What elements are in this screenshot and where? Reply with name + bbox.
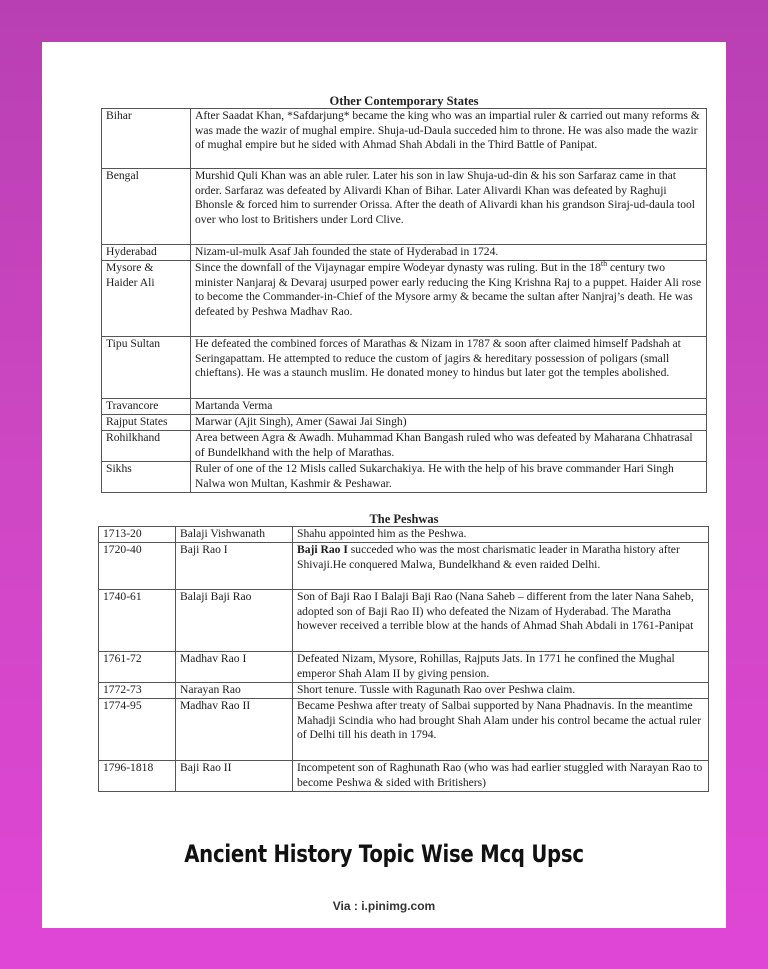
peshwa-years: 1772-73 bbox=[99, 683, 176, 699]
table-row bbox=[102, 399, 707, 415]
table-row bbox=[102, 431, 707, 462]
text-part: century two minister Nanjaraj & Devaraj usurped power early reducing the King Krishna Raj to a puppet. Haider Ali rose to become the Commander-in-Chief of the Mysore army & became the sultan after Nanjraj’s death. He was defeated by Peshwa Madhav Rao. bbox=[195, 261, 702, 318]
peshwa-name: Baji Rao I bbox=[176, 543, 293, 590]
state-description: He defeated the combined forces of Marathas & Nizam in 1787 & soon after claimed himself Padshah at Seringapattam. He attempted to reduce the custom of jagirs & hereditary possession of poligars (small chieftans). He was a staunch muslim. He donated money to hindus but later got the temples abolished. bbox=[191, 337, 707, 399]
table-row bbox=[99, 699, 709, 761]
peshwas-table bbox=[98, 526, 709, 792]
pin-title: Ancient History Topic Wise Mcq Upsc bbox=[184, 840, 584, 868]
table-row bbox=[99, 761, 709, 792]
ordinal-suffix: th bbox=[600, 259, 608, 269]
text-part: Since the downfall of the Vijaynagar empire Wodeyar dynasty was ruling. But in the 18 bbox=[195, 261, 601, 274]
peshwas-title: The Peshwas bbox=[369, 512, 439, 526]
state-name: Tipu Sultan bbox=[102, 337, 191, 399]
state-name: Bengal bbox=[102, 169, 191, 245]
peshwa-description: Shahu appointed him as the Peshwa. bbox=[293, 527, 709, 543]
table-row bbox=[99, 683, 709, 699]
table-row bbox=[102, 261, 707, 337]
state-name: Rohilkhand bbox=[102, 431, 191, 462]
source-via: Via : i.pinimg.com bbox=[332, 899, 436, 913]
peshwa-name: Narayan Rao bbox=[176, 683, 293, 699]
peshwa-description: Defeated Nizam, Mysore, Rohillas, Rajputs Jats. In 1771 he confined the Mughal emperor Shah Alam II by giving pension. bbox=[293, 652, 709, 683]
text-part: succeded who was the most charismatic leader in Maratha history after Shivaji.He conquered Malwa, Bundelkhand & even raided Delhi. bbox=[297, 543, 680, 571]
bold-lead: Baji Rao I bbox=[297, 543, 348, 556]
state-name: Hyderabad bbox=[102, 245, 191, 261]
state-description: Martanda Verma bbox=[191, 399, 707, 415]
state-description: Murshid Quli Khan was an able ruler. Later his son in law Shuja-ud-din & his son Sarfaraz came in that order. Sarfaraz was defeated by Alivardi Khan of Bihar. Later Alivardi Khan was defeated by Raghuji Bhonsle & forced him to surrender Orissa. After the death of Alivardi khan his grandson Siraj-ud-daula tool over who lost to Britishers under Lord Clive. bbox=[191, 169, 707, 245]
state-name: Sikhs bbox=[102, 462, 191, 493]
document-card bbox=[42, 42, 726, 928]
table-row bbox=[102, 337, 707, 399]
state-description: Marwar (Ajit Singh), Amer (Sawai Jai Singh) bbox=[191, 415, 707, 431]
states-title: Other Contemporary States bbox=[329, 94, 479, 108]
state-name: Mysore & Haider Ali bbox=[102, 261, 191, 337]
table-row bbox=[99, 543, 709, 590]
peshwa-description: Short tenure. Tussle with Ragunath Rao over Peshwa claim. bbox=[293, 683, 709, 699]
state-description: Nizam-ul-mulk Asaf Jah founded the state of Hyderabad in 1724. bbox=[191, 245, 707, 261]
peshwa-name: Balaji Baji Rao bbox=[176, 590, 293, 652]
table-row bbox=[99, 652, 709, 683]
table-row bbox=[102, 169, 707, 245]
peshwa-description bbox=[293, 543, 709, 590]
peshwa-years: 1713-20 bbox=[99, 527, 176, 543]
state-description: After Saadat Khan, *Safdarjung* became the king who was an impartial ruler & carried out many reforms & was made the wazir of mughal empire. Shuja-ud-Daula succeded him to throne. He was also made the wazir of mughal empire but he sided with Ahmad Shah Abdali in the Third Battle of Panipat. bbox=[191, 109, 707, 169]
peshwa-years: 1740-61 bbox=[99, 590, 176, 652]
peshwa-years: 1796-1818 bbox=[99, 761, 176, 792]
state-description: Area between Agra & Awadh. Muhammad Khan Bangash ruled who was defeated by Maharana Chhatrasal of Bundelkhand with the help of Marathas. bbox=[191, 431, 707, 462]
peshwa-name: Balaji Vishwanath bbox=[176, 527, 293, 543]
table-row bbox=[102, 462, 707, 493]
peshwa-years: 1774-95 bbox=[99, 699, 176, 761]
peshwa-years: 1761-72 bbox=[99, 652, 176, 683]
state-name: Rajput States bbox=[102, 415, 191, 431]
state-description bbox=[191, 261, 707, 337]
states-table bbox=[101, 108, 707, 493]
table-row bbox=[102, 109, 707, 169]
table-row bbox=[99, 590, 709, 652]
peshwa-description: Son of Baji Rao I Balaji Baji Rao (Nana Saheb – different from the later Nana Saheb, adopted son of Baji Rao II) who defeated the Nizam of Hyderabad. The Maratha however received a terrible blow at the hands of Ahmad Shah Abdali in 1761-Panipat bbox=[293, 590, 709, 652]
peshwa-description: Became Peshwa after treaty of Salbai supported by Nana Phadnavis. In the meantime Mahadji Scindia who had brought Shah Alam under his control became the actual ruler of Delhi till his death in 1794. bbox=[293, 699, 709, 761]
scanned-page bbox=[101, 94, 707, 792]
table-row bbox=[99, 527, 709, 543]
peshwa-name: Madhav Rao I bbox=[176, 652, 293, 683]
state-name: Travancore bbox=[102, 399, 191, 415]
peshwa-years: 1720-40 bbox=[99, 543, 176, 590]
peshwa-name: Baji Rao II bbox=[176, 761, 293, 792]
table-row bbox=[102, 245, 707, 261]
peshwa-name: Madhav Rao II bbox=[176, 699, 293, 761]
table-row bbox=[102, 415, 707, 431]
state-name: Bihar bbox=[102, 109, 191, 169]
peshwa-description: Incompetent son of Raghunath Rao (who was had earlier stuggled with Narayan Rao to become Peshwa & sided with Britishers) bbox=[293, 761, 709, 792]
state-description: Ruler of one of the 12 Misls called Sukarchakiya. He with the help of his brave commander Hari Singh Nalwa won Multan, Kashmir & Peshawar. bbox=[191, 462, 707, 493]
